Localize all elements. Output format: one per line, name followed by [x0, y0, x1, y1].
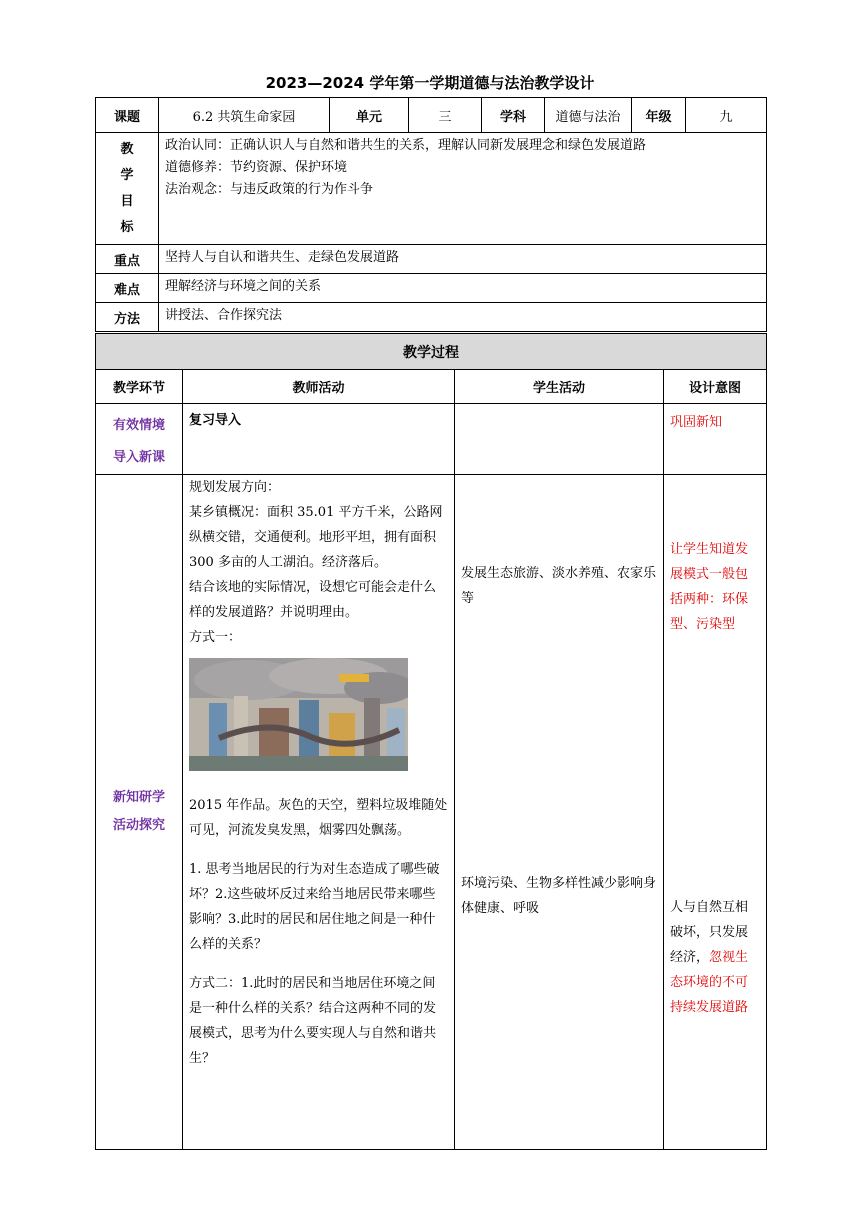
col-stage-header: 教学环节 — [96, 370, 183, 404]
col-student-header: 学生活动 — [455, 370, 664, 404]
grade-value: 九 — [686, 98, 767, 133]
teacher-text: 结合该地的实际情况，设想它可能会走什么样的发展道路？并说明理由。 — [189, 580, 437, 620]
goals-label-char: 标 — [120, 219, 134, 235]
grade-label: 年级 — [632, 98, 686, 133]
teacher-activity-intro: 复习导入 — [183, 404, 455, 475]
stage-intro-line2: 导入新课 — [112, 450, 165, 465]
student-activity-explore — [455, 475, 664, 1150]
goals-label-char: 目 — [120, 193, 134, 209]
stage-explore-line2: 活动探究 — [112, 818, 165, 833]
lesson-info-table — [95, 97, 767, 332]
stage-explore-line1: 新知研学 — [112, 790, 165, 805]
student-activity-intro — [455, 404, 664, 475]
col-intent-header: 设计意图 — [664, 370, 767, 404]
method-label: 方法 — [96, 303, 159, 332]
goals-label-char: 学 — [120, 167, 134, 183]
teacher-text: 1. 思考当地居民的行为对生态造成了哪些破坏？2.这些破坏反过来给当地居民带来哪些影响？3.此时的居民和居住地之间是一种什么样的关系？ — [189, 862, 440, 952]
goals-content — [159, 133, 767, 245]
goal-line: 政治认同：正确认识人与自然和谐共生的关系，理解认同新发展理念和绿色发展道路 — [165, 138, 647, 153]
difficulty-label: 难点 — [96, 274, 159, 303]
key-point-value: 坚持人与自认和谐共生、走绿色发展道路 — [159, 245, 767, 274]
pollution-artwork-image — [189, 658, 408, 771]
key-point-label: 重点 — [96, 245, 159, 274]
topic-value: 6.2 共筑生命家园 — [159, 98, 330, 133]
goal-line: 法治观念：与违反政策的行为作斗争 — [165, 182, 374, 197]
topic-label: 课题 — [96, 98, 159, 133]
subject-value: 道德与法治 — [545, 98, 632, 133]
goal-line: 道德修养：节约资源、保护环境 — [165, 160, 348, 175]
intent-text-mixed — [670, 895, 760, 1020]
document-title: 2023—2024 学年第一学期道德与法治教学设计 — [265, 74, 595, 92]
stage-explore — [96, 475, 183, 1150]
intent-text: 让学生知道发展模式一般包括两种：环保型、污染型 — [670, 542, 749, 632]
teaching-process-table — [95, 333, 767, 1150]
intent-text: 人与自然互相破坏，只发展经济， — [670, 900, 749, 965]
intent-explore — [664, 475, 767, 1150]
teacher-text: 方式二：1.此时的居民和当地居住环境之间是一种什么样的关系？结合这两种不同的发展模式，思考为什么要实现人与自然和谐共生？ — [189, 976, 437, 1066]
teacher-text: 规划发展方向： — [189, 480, 281, 495]
goals-label-char: 教 — [120, 141, 134, 157]
teacher-activity-explore — [183, 475, 455, 1150]
stage-intro — [96, 404, 183, 475]
method-value: 讲授法、合作探究法 — [159, 303, 767, 332]
subject-label: 学科 — [482, 98, 545, 133]
student-text: 环境污染、生物多样性减少影响身体健康、呼吸 — [461, 876, 657, 916]
teacher-text: 某乡镇概况：面积 35.01 平方千米，公路网纵横交错，交通便利。地形平坦，拥有面积 300 多亩的人工湖泊。经济落后。 — [189, 505, 443, 570]
student-text: 发展生态旅游、淡水养殖、农家乐等 — [461, 566, 657, 606]
teacher-text: 2015 年作品。灰色的天空，塑料垃圾堆随处可见，河流发臭发黑，烟雾四处飘荡。 — [189, 798, 448, 838]
intent-intro: 巩固新知 — [664, 404, 767, 475]
goals-label — [96, 133, 159, 245]
col-teacher-header: 教师活动 — [183, 370, 455, 404]
difficulty-value: 理解经济与环境之间的关系 — [159, 274, 767, 303]
intent-text-highlight: 忽视生态环境的不可持续发展道路 — [670, 950, 749, 1015]
unit-value: 三 — [409, 98, 482, 133]
teacher-text: 方式一： — [189, 630, 242, 645]
stage-intro-line1: 有效情境 — [112, 418, 165, 433]
process-title: 教学过程 — [96, 334, 767, 370]
unit-label: 单元 — [330, 98, 409, 133]
